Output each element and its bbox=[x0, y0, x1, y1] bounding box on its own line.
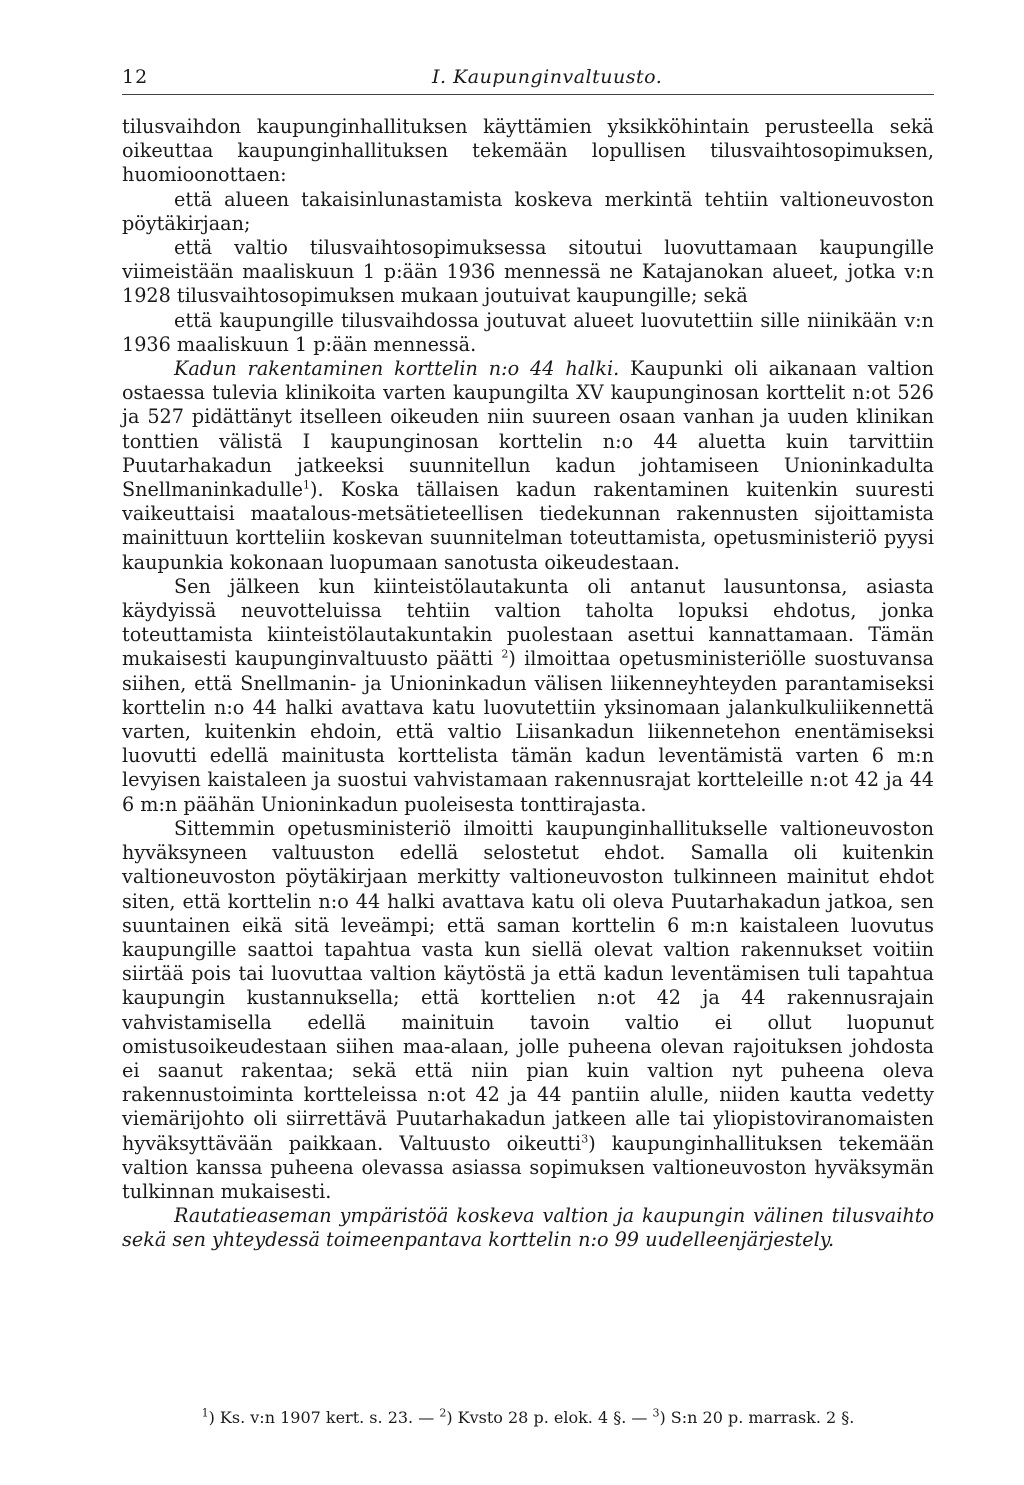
paragraph-text: . Koska tällaisen kadun rakentaminen kuitenkin suuresti vaikeuttaisi maatalous-metsätieteellisen tiedekunnan rakennusten sijoittamista mainittuun kortteliin koskevan suunnitelman toteuttamista, opetusministeriö pyysi kaupunkia kokonaan luopumaan sanotusta oikeudestaan. bbox=[122, 478, 934, 574]
paragraph-text: Sen jälkeen kun kiinteistölautakunta oli antanut lausuntonsa, asiasta käydyissä neuvotteluissa tehtiin valtion taholta lopuksi ehdotus, jonka toteuttamista kiinteistölautakuntakin puolestaan asettui kannattamaan. Tämän mukaisesti kaupunginvaltuusto päätti bbox=[122, 574, 934, 671]
footnote-1: Ks. v:n 1907 kert. s. 23. — bbox=[214, 1408, 440, 1427]
paragraph-continuation bbox=[122, 115, 934, 188]
footnotes bbox=[122, 1408, 934, 1427]
footnote-mark: 2 bbox=[439, 1406, 447, 1420]
paragraph-text: että valtio tilusvaihtosopimuksessa sitoutui luovuttamaan kaupungille viimeistään maaliskuun 1 p:ään 1936 mennessä ne Katajanokan alueet, jotka v:n 1928 tilusvaihtosopimuksen mukaan joutuivat kaupungille; sekä bbox=[122, 236, 934, 308]
footnote-ref: 3 bbox=[581, 1132, 589, 1146]
paragraph-clause bbox=[122, 309, 934, 357]
footnote-paren: ) bbox=[659, 1408, 666, 1427]
section-heading-italic bbox=[122, 1204, 934, 1252]
running-header bbox=[122, 58, 934, 95]
document-page bbox=[122, 58, 934, 1253]
paragraph-text: Sittemmin opetusministeriö ilmoitti kaupunginhallitukselle valtioneuvoston hyväksyneen valtuuston edellä selostetut ehdot. Samalla oli kuitenkin valtioneuvoston pöytäkirjaan merkitty valtioneuvoston tulkinneen mainitut ehdot siten, että korttelin n:o 44 halki avattava katu oli oleva Puutarhakadun jatkoa, sen suuntainen eikä sitä leveämpi; että saman korttelin 6 m:n kaistaleen luovutus kaupungille saattoi tapahtua vasta kun siellä olevat valtion rakennukset voitiin siirtää pois tai luovuttaa valtion käytöstä ja että kadun leventämisen tuli tapahtua kaupungin kustannuksella; että korttelien n:ot 42 ja 44 rakennusrajain vahvistamisella edellä mainituin tavoin valtio ei ollut luopunut omistusoikeudestaan siihen maa-alaan, jolle puheena olevan rajoituksen johdosta ei saanut rakentaa; sekä että niin pian kuin valtion nyt puheena oleva rakennustoiminta kortteleissa n:ot 42 ja 44 pantiin alulle, niiden kautta vedetty viemärijohto oli siirrettävä Puutarhakadun jatkeen alle tai yliopistoviranomaisten hyväksyttävään paikkaan. Valtuusto oikeutti bbox=[122, 816, 934, 1155]
paragraph-text: Rautatieaseman ympäristöä koskeva valtion ja kaupungin välinen tilusvaihto sekä sen yhteydessä toimeenpantava korttelin n:o 99 uudelleenjärjestely. bbox=[122, 1204, 934, 1252]
footnote-ref-paren: ) bbox=[588, 1131, 596, 1155]
body-text bbox=[122, 115, 934, 1253]
paragraph-text: tilusvaihdon kaupunginhallituksen käyttämien yksikköhintain perusteella sekä oikeuttaa kaupunginhallituksen tekemään lopullisen tilusvaihtosopimuksen, huomioonottaen: bbox=[122, 115, 934, 187]
paragraph-clause bbox=[122, 236, 934, 309]
footnote-ref: 2 bbox=[501, 648, 509, 662]
paragraph-text: kaupunginhallituksen tekemään valtion kanssa puheena olevassa asiassa sopimuksen valtioneuvoston hyväksymän tulkinnan mukaisesti. bbox=[122, 1131, 934, 1203]
paragraph-text: että alueen takaisinlunastamista koskeva merkintä tehtiin valtioneuvoston pöytäkirjaan; bbox=[122, 187, 934, 235]
footnote-paren: ) bbox=[446, 1408, 453, 1427]
footnote-ref-paren: ) bbox=[508, 647, 516, 671]
paragraph-text: ilmoittaa opetusministeriölle suostuvansa siihen, että Snellmanin- ja Unioninkadun välisen liikenneyhteyden parantamiseksi korttelin n:o 44 halki avattava katu luovutettiin yksinomaan jalankulkuliikennettä varten, kuitenkin ehdoin, että valtio Liisankadun liikennetehon enentämiseksi luovutti edellä mainitusta korttelista tämän kadun leventämistä varten 6 m:n levyisen kaistaleen ja suostui vahvistamaan rakennusrajat kortteleille n:ot 42 ja 44 6 m:n päähän Unioninkadun puoleisesta tonttirajasta. bbox=[122, 647, 934, 816]
paragraph-section bbox=[122, 357, 934, 575]
section-heading: Kadun rakentaminen korttelin n:o 44 halki. bbox=[174, 357, 620, 381]
footnote-2: Kvsto 28 p. elok. 4 §. — bbox=[452, 1408, 653, 1427]
footnote-ref: 1 bbox=[302, 478, 310, 492]
footnote-3: S:n 20 p. marrask. 2 §. bbox=[665, 1408, 855, 1427]
paragraph-text: Kaupunki oli aikanaan valtion ostaessa tulevia klinikoita varten kaupungilta XV kaupunginosan korttelit n:ot 526 ja 527 pidättänyt itselleen oikeuden niin suureen osaan vanhan ja uuden klinikan tonttien välistä I kaupunginosan korttelin n:o 44 aluetta kuin tarvittiin Puutarhakadun jatkeeksi suunnitellun kadun johtamiseen Unioninkadulta Snellmaninkadulle bbox=[122, 357, 934, 502]
footnote-paren: ) bbox=[208, 1408, 215, 1427]
paragraph-clause bbox=[122, 188, 934, 236]
page-number: 12 bbox=[122, 66, 149, 88]
footnote-mark: 1 bbox=[201, 1406, 209, 1420]
running-title: I. Kaupunginvaltuusto. bbox=[432, 66, 663, 88]
paragraph bbox=[122, 817, 934, 1204]
paragraph-text: että kaupungille tilusvaihdossa joutuvat alueet luovutettiin sille niinikään v:n 1936 maaliskuun 1 p:ään mennessä. bbox=[122, 308, 934, 356]
footnote-mark: 3 bbox=[652, 1406, 660, 1420]
paragraph bbox=[122, 575, 934, 817]
footnote-ref-paren: ) bbox=[309, 478, 318, 502]
